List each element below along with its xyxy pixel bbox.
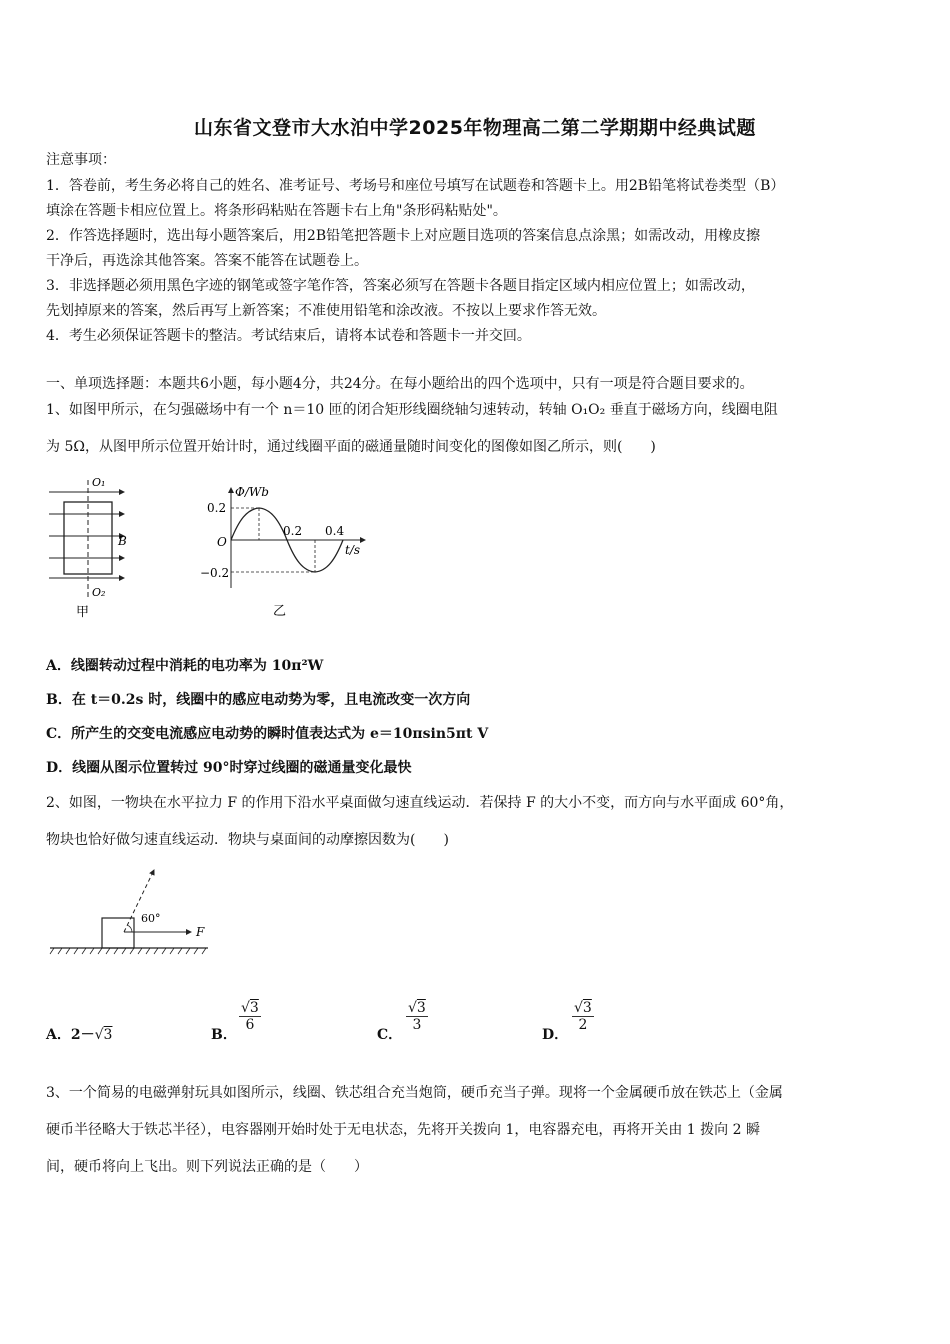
block: [102, 918, 134, 948]
coil-figure: [44, 474, 144, 624]
q2-option-c-label: C．: [377, 1027, 403, 1043]
notice-line: 3．非选择题必须用黑色字迹的钢笔或签字笔作答，答案必须写在答题卡各题目指定区域内相应位置上；如需改动，: [46, 278, 755, 294]
notice-line: 1．答卷前，考生务必将自己的姓名、准考证号、考场号和座位号填写在试题卷和答题卡上。用2B铅笔将试卷类型（B）: [46, 178, 785, 194]
y-axis-label: Φ/Wb: [235, 485, 269, 499]
figure-caption: 乙: [273, 604, 287, 619]
field-label-b: B: [118, 534, 127, 548]
notice-line: 2．作答选择题时，选出每小题答案后，用2B铅笔把答题卡上对应题目选项的答案信息点涂黑；如需改动，用橡皮擦: [46, 228, 761, 244]
q2-option-a: A．2－√3: [46, 1027, 113, 1043]
q1-stem: 1、如图甲所示，在匀强磁场中有一个 n＝10 匝的闭合矩形线圈绕轴匀速转动，转轴 O₁O₂ 垂直于磁场方向，线圈电阻: [46, 402, 778, 418]
x-axis-label: t/s: [345, 543, 361, 557]
q2-option-d-fraction: $\frac{√3}{2}$: [574, 1000, 592, 1033]
angle-arc: [127, 925, 132, 932]
page-title: 山东省文登市大水泊中学2025年物理高二第二学期期中经典试题: [194, 117, 756, 139]
x-tick-2: 0.4: [325, 524, 345, 538]
q2-option-b-fraction: $\frac{√3}{6}$: [241, 1000, 259, 1033]
q1-option-b: B．在 t＝0.2s 时，线圈中的感应电动势为零，且电流改变一次方向: [46, 692, 471, 708]
q2-stem: 2、如图，一物块在水平拉力 F 的作用下沿水平桌面做匀速直线运动．若保持 F 的大小不变，而方向与水平面成 60°角，: [46, 795, 794, 811]
force-label: F: [196, 925, 205, 939]
q3-stem: 3、一个简易的电磁弹射玩具如图所示，线圈、铁芯组合充当炮筒，硬币充当子弹。现将一个金属硬币放在铁芯上（金属: [46, 1085, 783, 1101]
figure-caption: 甲: [76, 605, 90, 620]
q1-option-c: C．所产生的交变电流感应电动势的瞬时值表达式为 e＝10πsin5πt V: [46, 726, 489, 742]
origin-label: O: [217, 535, 227, 549]
table-hatching: [50, 948, 206, 954]
q3-stem: 间，硬币将向上飞出。则下列说法正确的是（ ）: [46, 1159, 368, 1175]
q3-stem: 硬币半径略大于铁芯半径），电容器刚开始时处于无电状态，先将开关拨向 1，电容器充电，再将开关由 1 拨向 2 瞬: [46, 1122, 760, 1138]
y-tick-bottom: −0.2: [200, 566, 230, 580]
notice-line: 4．考生必须保证答题卡的整洁。考试结束后，请将本试卷和答题卡一并交回。: [46, 328, 531, 344]
q2-options: [46, 1000, 646, 1056]
axis-label-o2: O₂: [92, 586, 106, 599]
q2-option-b-label: B．: [211, 1027, 237, 1043]
q1-option-a: A．线圈转动过程中消耗的电功率为 10π²W: [46, 658, 324, 674]
notice-line: 干净后，再选涂其他答案。答案不能答在试题卷上。: [46, 253, 368, 269]
q2-option-c-fraction: $\frac{√3}{3}$: [408, 1000, 426, 1033]
block-force-figure: [46, 862, 221, 962]
q1-option-d: D．线圈从图示位置转过 90°时穿过线圈的磁通量变化最快: [46, 760, 412, 776]
section-heading: 一、单项选择题：本题共6小题，每小题4分，共24分。在每小题给出的四个选项中，只有一项是符合题目要求的。: [46, 376, 754, 392]
notice-heading: 注意事项：: [46, 152, 116, 168]
q1-stem: 为 5Ω，从图甲所示位置开始计时，通过线圈平面的磁通量随时间变化的图像如图乙所示，则( ): [46, 439, 656, 455]
axis-label-o1: O₁: [92, 476, 106, 489]
flux-time-graph: [195, 480, 385, 625]
q2-stem: 物块也恰好做匀速直线运动．物块与桌面间的动摩擦因数为( ): [46, 832, 449, 848]
x-tick-1: 0.2: [283, 524, 303, 538]
y-tick-top: 0.2: [207, 501, 227, 515]
notice-line: 先划掉原来的答案，然后再写上新答案；不准使用铅笔和涂改液。不按以上要求作答无效。: [46, 303, 606, 319]
angle-label: 60°: [141, 912, 161, 925]
q2-option-d-label: D．: [542, 1027, 569, 1043]
notice-line: 填涂在答题卡相应位置上。将条形码粘贴在答题卡右上角"条形码粘贴处"。: [46, 203, 507, 219]
